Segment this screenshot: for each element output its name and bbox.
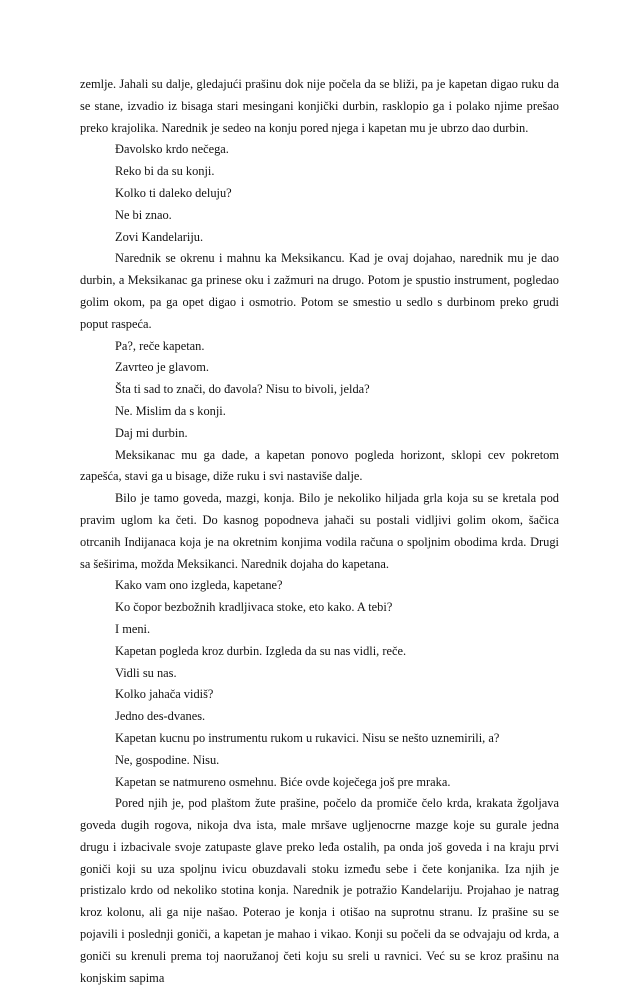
paragraph-16: Ko čopor bezbožnih kradljivaca stoke, eto kako. A tebi? [115, 600, 393, 615]
paragraph-19: Vidli su nas. [115, 665, 177, 680]
paragraph-24: Kapetan se natmureno osmehnu. Biće ovde koječega još pre mraka. [115, 774, 451, 789]
paragraph-5: Ne bi znao. [115, 207, 172, 222]
paragraph-10: Šta ti sad to znači, do đavola? Nisu to bivoli, jelda? [115, 382, 370, 397]
paragraph-13: Meksikanac mu ga dade, a kapetan ponovo pogleda horizont, sklopi cev pokretom zapešća, stavi ga u bisage, diže ruku i svi nastaviše dalje. [80, 447, 559, 484]
paragraph-14: Bilo je tamo goveda, mazgi, konja. Bilo je nekoliko hiljada grla koja su se kretala pod pravim uglom ka četi. Do kasnog popodneva jahači su postali vidljivi golim okom, šačica otrcanih Indijanaca koja je na okretnim konjima vodila računa o spoljnim obodima krda. Drugi sa šeširima, možda Meksikanci. Narednik dojaha do kapetana. [80, 491, 559, 571]
paragraph-9: Zavrteo je glavom. [115, 360, 209, 375]
paragraph-6: Zovi Kandelariju. [115, 229, 204, 244]
paragraph-12: Daj mi durbin. [115, 425, 188, 440]
paragraph-15: Kako vam ono izgleda, kapetane? [115, 578, 283, 593]
paragraph-23: Ne, gospodine. Nisu. [115, 752, 220, 767]
paragraph-11: Ne. Mislim da s konji. [115, 403, 226, 418]
paragraph-3: Reko bi da su konji. [115, 164, 215, 179]
paragraph-4: Kolko ti daleko deluju? [115, 185, 232, 200]
paragraph-17: I meni. [115, 621, 151, 636]
paragraph-25: Pored njih je, pod plaštom žute prašine, počelo da promiče čelo krda, krakata žgoljava goveda dugih rogova, nikoja dva ista, male mršave ugljenocrne mazge koje su gurale jedna drugu i izbacivale svoje zatupaste glave preko leđa ostalih, pa onda još goveda i na kraju prvi goniči koji su uza spoljnu ivicu obuzdavali stoku između sebe i čete konjanika. Iza njih je pristizalo krdo od nekoliko stotina konja. Narednik je potražio Kandelariju. Projahao je natrag kroz kolonu, ali ga nije našao. Poterao je konja i otišao na suprotnu stranu. Iz prašine su se pojavili i poslednji goniči, a kapetan je mahao i vikao. Konji su počeli da se odvajaju od krda, a goniči su krenuli prema toj naoružanoj četi koju su sreli u ravnici. Već su se kroz prašinu na konjskim sapima [80, 796, 559, 985]
paragraph-1: zemlje. Jahali su dalje, gledajući prašinu dok nije počela da se bliži, pa je kapetan digao ruku da se stane, izvadio iz bisaga stari mesingani konjički durbin, rasklopio ga i polako njime prešao preko krajolika. Narednik je sedeo na konju pored njega i kapetan mu je ubrzo dao durbin. [80, 77, 559, 135]
paragraph-8: Pa?, reče kapetan. [115, 338, 205, 353]
paragraph-2: Đavolsko krdo nečega. [115, 142, 229, 157]
paragraph-22: Kapetan kucnu po instrumentu rukom u rukavici. Nisu se nešto uznemirili, a? [115, 730, 500, 745]
paragraph-18: Kapetan pogleda kroz durbin. Izgleda da su nas vidli, reče. [115, 643, 407, 658]
paragraph-20: Kolko jahača vidiš? [115, 687, 214, 702]
paragraph-7: Narednik se okrenu i mahnu ka Meksikancu. Kad je ovaj dojahao, narednik mu je dao durbin, a Meksikanac ga prinese oku i zažmuri na drugo. Potom je spustio instrument, pogledao golim okom, pa ga opet digao i osmotrio. Potom se smestio u sedlo s durbinom preko grudi poput raspeća. [80, 251, 559, 331]
paragraph-21: Jedno des-dvanes. [115, 709, 206, 724]
